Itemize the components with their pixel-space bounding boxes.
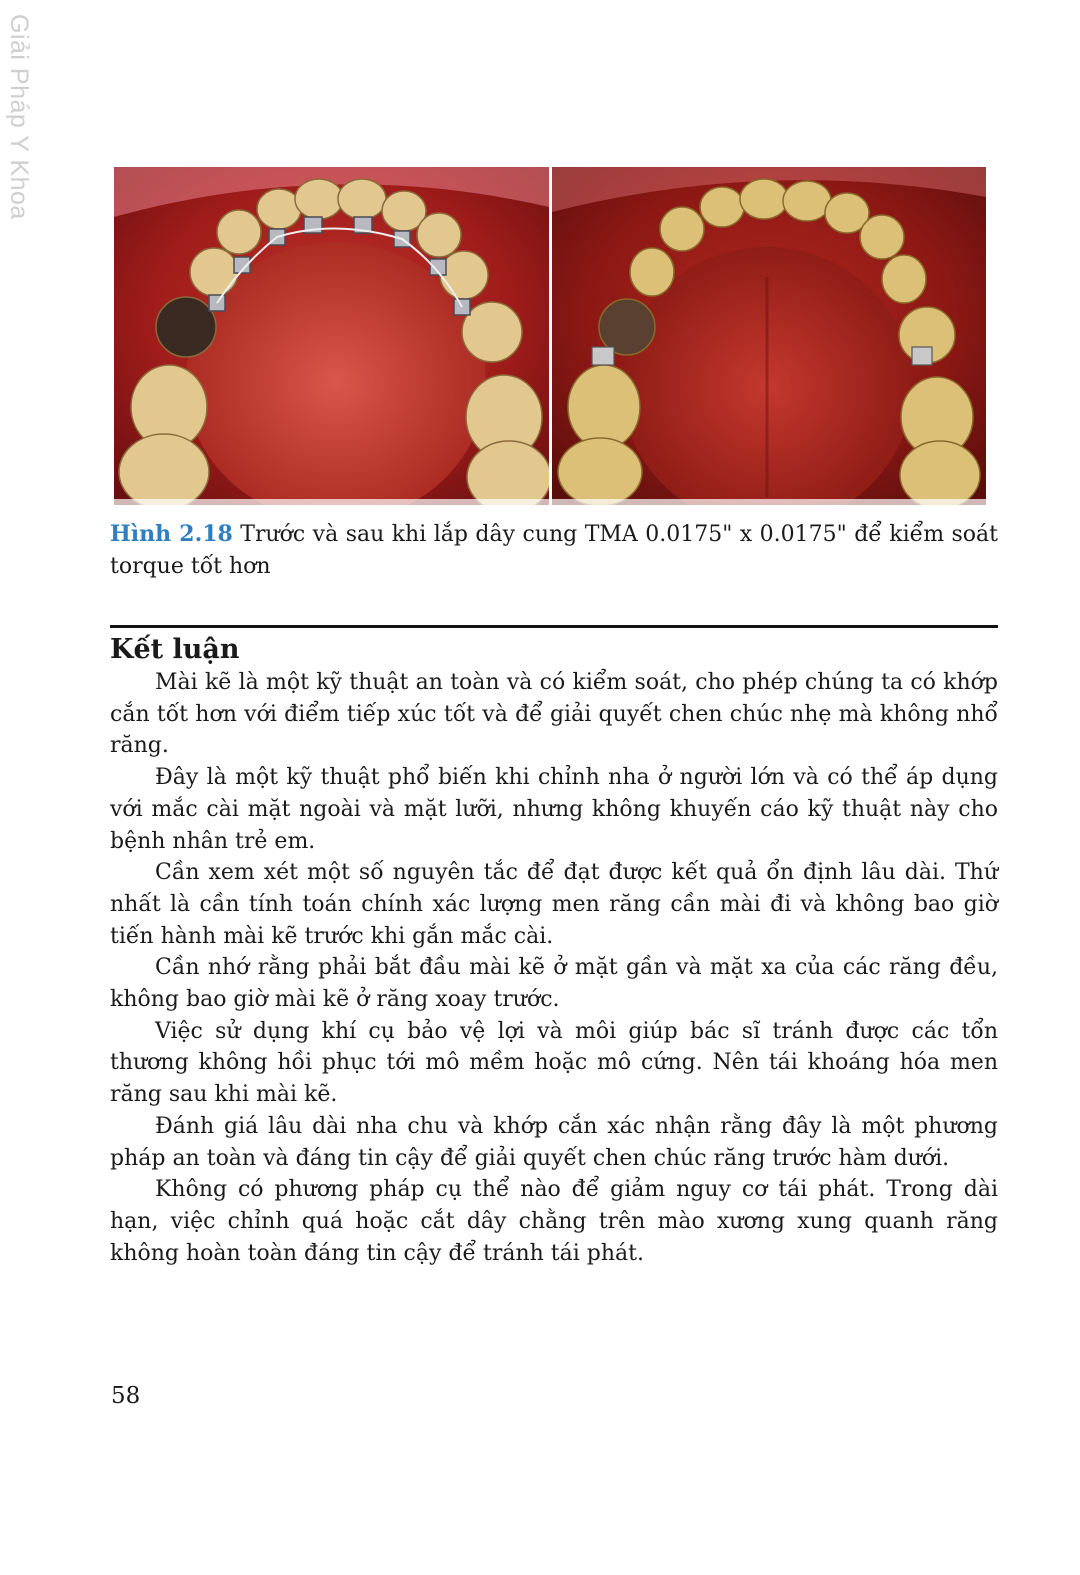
paragraph: Không có phương pháp cụ thể nào để giảm nguy cơ tái phát. Trong dài hạn, việc chỉnh quá hoặc cắt dây chằng trên mào xương xung quanh răng không hoàn toàn đáng tin cậy để tránh tái phát. [110,1177,998,1266]
section-heading: Kết luận [110,634,240,665]
photo-after [552,167,986,505]
figure-caption [110,518,998,583]
section-body [110,667,998,1269]
paragraph: Mài kẽ là một kỹ thuật an toàn và có kiểm soát, cho phép chúng ta có khớp cắn tốt hơn với điểm tiếp xúc tốt và để giải quyết chen chúc nhẹ mà không nhổ răng. [110,670,998,759]
photo-before [114,167,549,505]
figure-2-18 [114,167,986,505]
paragraph: Việc sử dụng khí cụ bảo vệ lợi và môi giúp bác sĩ tránh được các tổn thương không hồi phục tới mô mềm hoặc mô cứng. Nên tái khoáng hóa men răng sau khi mài kẽ. [110,1018,998,1108]
figure-caption-text: Trước và sau khi lắp dây cung TMA 0.0175" x 0.0175" để kiểm soát torque tốt hơn [110,522,999,579]
page-number: 58 [111,1383,141,1409]
paragraph: Cần xem xét một số nguyên tắc để đạt được kết quả ổn định lâu dài. Thứ nhất là cần tính toán chính xác lượng men răng cần mài đi và không bao giờ tiến hành mài kẽ trước khi gắn mắc cài. [110,860,998,949]
section-divider [110,625,998,628]
paragraph: Đây là một kỹ thuật phổ biến khi chỉnh nha ở người lớn và có thể áp dụng với mắc cài mặt ngoài và mặt lưỡi, nhưng không khuyến cáo kỹ thuật này cho bệnh nhân trẻ em. [110,765,998,854]
paragraph: Cần nhớ rằng phải bắt đầu mài kẽ ở mặt gần và mặt xa của các răng đều, không bao giờ mài kẽ ở răng xoay trước. [110,955,998,1013]
figure-label: Hình 2.18 [110,521,233,547]
watermark: Giải Pháp Y Khoa [5,14,33,220]
paragraph: Đánh giá lâu dài nha chu và khớp cắn xác nhận rằng đây là một phương pháp an toàn và đáng tin cậy để giải quyết chen chúc răng trước hàm dưới. [110,1113,998,1171]
